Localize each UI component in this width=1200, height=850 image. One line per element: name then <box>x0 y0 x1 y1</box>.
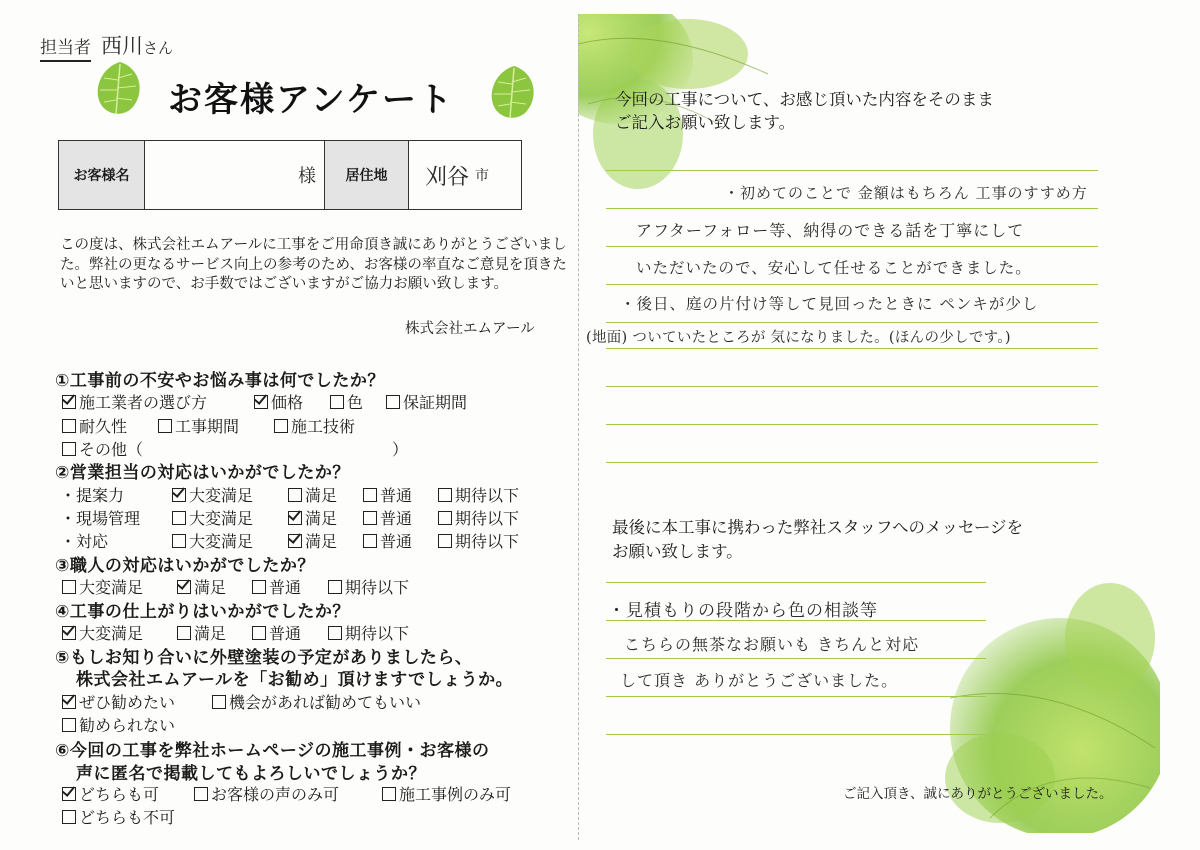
ruled-line <box>606 170 1098 171</box>
checkbox-checked-icon <box>62 787 76 801</box>
checkbox-icon <box>363 488 377 502</box>
q3-option-very-satisfied[interactable]: 大変満足 <box>62 575 143 598</box>
q2-response-very-satisfied[interactable]: 大変満足 <box>172 529 253 552</box>
q2-site-normal[interactable]: 普通 <box>363 506 412 529</box>
checkbox-icon <box>62 810 76 824</box>
ruled-line <box>606 284 1098 285</box>
q1-option-durability[interactable]: 耐久性 <box>62 414 127 437</box>
thanks-note: ご記入頂き、誠にありがとうございました。 <box>843 786 1113 802</box>
ruled-line <box>606 208 1098 209</box>
q1-option-technique[interactable]: 施工技術 <box>274 414 355 437</box>
question-5-line-1: ⑤もしお知り合いに外壁塗装の予定がありましたら、 <box>55 648 473 668</box>
checkbox-checked-icon <box>62 626 76 640</box>
feedback-line-5: (地面) ついていたところが 気になりました。(ほんの少しです。) <box>586 330 1011 346</box>
q2-response-below[interactable]: 期待以下 <box>438 529 519 552</box>
q2-proposal-very-satisfied[interactable]: 大変満足 <box>172 483 253 506</box>
message-prompt-line-2: お願い致します。 <box>612 542 743 561</box>
ruled-line <box>606 462 1098 463</box>
q2-site-below[interactable]: 期待以下 <box>438 506 519 529</box>
leaf-right-icon <box>486 62 542 122</box>
checkbox-icon <box>172 534 186 548</box>
checkbox-icon <box>62 442 76 456</box>
ruled-line <box>606 386 1098 387</box>
q4-option-very-satisfied[interactable]: 大変満足 <box>62 621 143 644</box>
checkbox-checked-icon <box>177 580 191 594</box>
feedback-prompt-line-1: 今回の工事について、お感じ頂いた内容をそのまま <box>615 90 994 109</box>
q5-option-no[interactable]: 勧められない <box>62 713 175 736</box>
feedback-line-4: ・後日、庭の片付け等して見回ったときに ペンキが少し <box>620 295 1039 313</box>
checkbox-checked-icon <box>288 534 302 548</box>
ruled-line <box>606 582 986 583</box>
checkbox-icon <box>62 580 76 594</box>
customer-info-table <box>58 140 522 210</box>
q6-option-voice-only[interactable]: お客様の声のみ可 <box>194 782 339 805</box>
checkbox-icon <box>438 534 452 548</box>
residence-value: 刈谷 <box>425 164 470 190</box>
checkbox-icon <box>386 395 400 409</box>
residence-suffix: 市 <box>475 168 490 184</box>
ruled-line <box>606 322 1098 323</box>
residence-label: 居住地 <box>325 141 409 209</box>
page-divider <box>578 14 579 840</box>
q1-option-duration[interactable]: 工事期間 <box>158 414 239 437</box>
checkbox-checked-icon <box>62 695 76 709</box>
checkbox-icon <box>438 511 452 525</box>
q4-option-below[interactable]: 期待以下 <box>328 621 409 644</box>
checkbox-icon <box>172 511 186 525</box>
q1-option-warranty[interactable]: 保証期間 <box>386 390 467 413</box>
question-3: ③職人の対応はいかがでしたか？ <box>55 556 315 576</box>
checkbox-icon <box>212 695 226 709</box>
question-4: ④工事の仕上がりはいかがでしたか？ <box>55 602 350 622</box>
intro-text: この度は、株式会社エムアールに工事をご用命頂き誠にありがとうございました。弊社の更なるサービス向上の参考のため、お客様の率直なご意見を頂きたいと思いますので、お手数ではございますがご協力お願い致します。 <box>60 237 567 292</box>
checkbox-icon <box>363 534 377 548</box>
checkbox-icon <box>330 395 344 409</box>
company-name: 株式会社エムアール <box>405 321 535 337</box>
residence-field[interactable] <box>409 141 519 209</box>
checkbox-icon <box>328 626 342 640</box>
checkbox-icon <box>274 419 288 433</box>
feedback-prompt-line-2: ご記入お願い致します。 <box>615 113 796 132</box>
checkbox-icon <box>194 787 208 801</box>
customer-name-field[interactable] <box>145 141 325 209</box>
feedback-line-2: アフターフォロー等、納得のできる話を丁寧にして <box>636 221 1025 240</box>
checkbox-icon <box>363 511 377 525</box>
q1-option-selection-method[interactable]: 施工業者の選び方 <box>62 390 207 413</box>
customer-name-label: お客様名 <box>59 141 145 209</box>
question-5-line-2: 株式会社エムアールを「お勧め」頂けますでしょうか。 <box>76 670 514 690</box>
checkbox-icon <box>62 419 76 433</box>
q2-response-satisfied[interactable]: 満足 <box>288 529 337 552</box>
message-line-3: して頂き ありがとうございました。 <box>620 671 899 690</box>
question-6-line-2: 声に匿名で掲載してもよろしいでしょうか？ <box>76 764 426 784</box>
feedback-line-3: いただいたので、安心して任せることができました。 <box>636 259 1032 277</box>
question-6-line-1: ⑥今回の工事を弊社ホームページの施工事例・お客様の <box>55 741 490 761</box>
question-1: ①工事前の不安やお悩み事は何でしたか？ <box>55 371 385 391</box>
q4-option-normal[interactable]: 普通 <box>252 621 301 644</box>
checkbox-icon <box>252 580 266 594</box>
staff-label: 担当者 <box>40 38 91 62</box>
q1-option-price[interactable]: 価格 <box>254 390 303 413</box>
checkbox-icon <box>382 787 396 801</box>
message-line-1: ・見積もりの段階から色の相談等 <box>608 601 878 621</box>
checkbox-checked-icon <box>254 395 268 409</box>
q2-site-very-satisfied[interactable]: 大変満足 <box>172 506 253 529</box>
ruled-line <box>606 734 986 735</box>
feedback-line-1: ・初めてのことで 金額はもちろん 工事のすすめ方 <box>724 184 1088 202</box>
q4-option-satisfied[interactable]: 満足 <box>177 621 226 644</box>
q6-option-case-only[interactable]: 施工事例のみ可 <box>382 782 511 805</box>
message-prompt-line-1: 最後に本工事に携わった弊社スタッフへのメッセージを <box>612 518 1024 537</box>
checkbox-icon <box>252 626 266 640</box>
q2-response-normal[interactable]: 普通 <box>363 529 412 552</box>
ruled-line <box>606 246 1098 247</box>
checkbox-icon <box>328 580 342 594</box>
q2-proposal-satisfied[interactable]: 満足 <box>288 483 337 506</box>
checkbox-icon <box>62 718 76 732</box>
ruled-line <box>606 658 986 659</box>
ruled-line <box>606 696 986 697</box>
q1-option-other[interactable]: その他（ <box>62 437 143 460</box>
staff-field <box>40 30 173 60</box>
checkbox-icon <box>158 419 172 433</box>
checkbox-checked-icon <box>288 511 302 525</box>
question-2: ②営業担当の対応はいかがでしたか？ <box>55 463 350 483</box>
checkbox-checked-icon <box>62 395 76 409</box>
q5-option-recommend[interactable]: ぜひ勧めたい <box>62 690 175 713</box>
q3-option-satisfied[interactable]: 満足 <box>177 575 226 598</box>
q3-option-normal[interactable]: 普通 <box>252 575 301 598</box>
checkbox-icon <box>288 488 302 502</box>
checkbox-icon <box>177 626 191 640</box>
q2-proposal-below[interactable]: 期待以下 <box>438 483 519 506</box>
ruled-line <box>606 348 1098 349</box>
checkbox-checked-icon <box>172 488 186 502</box>
q1-option-color[interactable]: 色 <box>330 390 363 413</box>
staff-name: 西川 <box>101 34 143 58</box>
q1-other-close: ） <box>392 440 409 459</box>
page-title: お客様アンケート <box>168 80 454 120</box>
staff-suffix: さん <box>143 39 174 57</box>
q6-option-both[interactable]: どちらも可 <box>62 782 159 805</box>
ruled-line <box>606 424 1098 425</box>
checkbox-icon <box>438 488 452 502</box>
message-line-2: こちらの無茶なお願いも きちんと対応 <box>624 635 920 654</box>
q5-option-maybe[interactable]: 機会があれば勧めてもいい <box>212 690 421 713</box>
q3-option-below[interactable]: 期待以下 <box>328 575 409 598</box>
q2-site-satisfied[interactable]: 満足 <box>288 506 337 529</box>
customer-name-value: 様 <box>298 166 316 187</box>
q2-proposal-normal[interactable]: 普通 <box>363 483 412 506</box>
q6-option-neither[interactable]: どちらも不可 <box>62 805 175 828</box>
leaf-left-icon <box>92 58 148 118</box>
